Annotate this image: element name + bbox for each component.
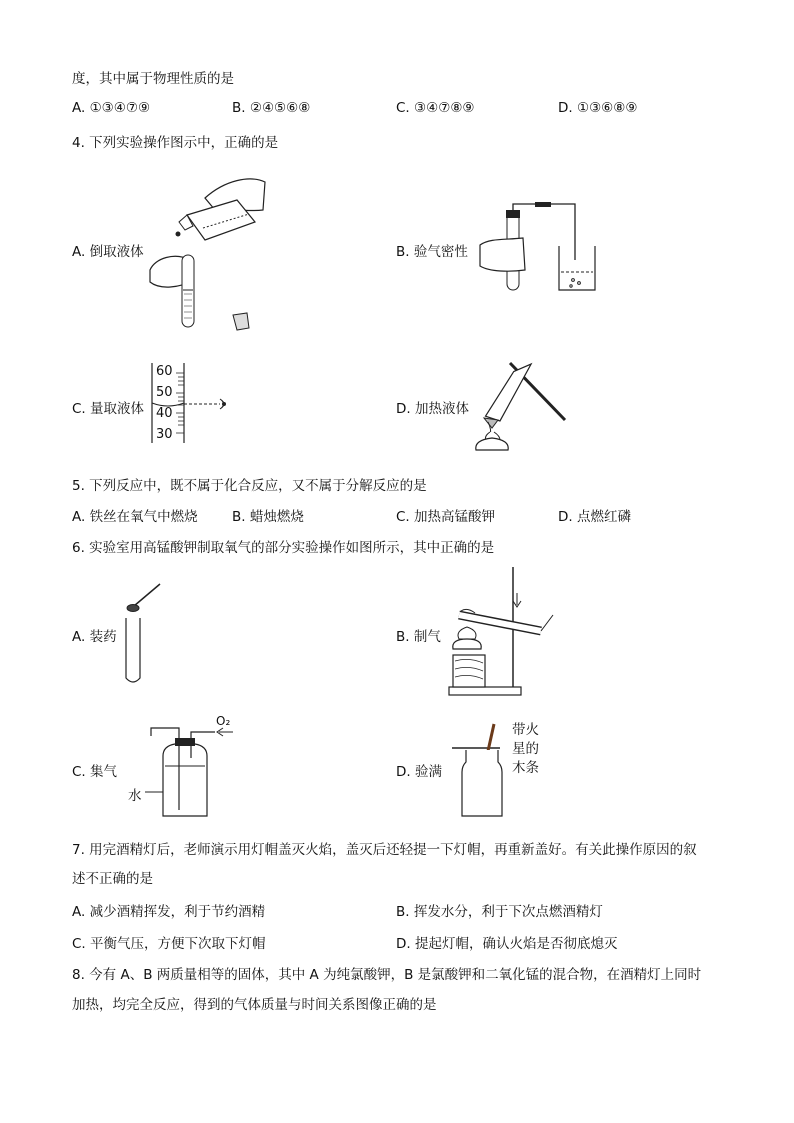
q4-option-c: C. 量取液体 xyxy=(72,401,145,417)
splint-label-line2: 星的 xyxy=(512,741,539,757)
airtightness-check-figure xyxy=(475,200,605,295)
check-full-figure xyxy=(452,722,512,820)
q3-option-d: D. ①③⑥⑧⑨ xyxy=(558,100,638,116)
q8-stem-line1: 8. 今有 A、B 两质量相等的固体，其中 A 为纯氯酸钾，B 是氯酸钾和二氧化锰的混合物，在酒精灯上同时 xyxy=(72,967,702,983)
loading-reagent-figure xyxy=(120,582,170,687)
cylinder-tick-40: 40 xyxy=(156,406,173,421)
gas-collection-figure xyxy=(145,718,237,820)
splint-label-line3: 木条 xyxy=(512,760,539,776)
q7-option-b: B. 挥发水分，利于下次点燃酒精灯 xyxy=(396,904,603,920)
q4-option-a: A. 倒取液体 xyxy=(72,244,144,260)
q6-option-a: A. 装药 xyxy=(72,629,117,645)
q4-option-d: D. 加热液体 xyxy=(396,401,469,417)
cylinder-tick-30: 30 xyxy=(156,427,173,442)
q7-option-c: C. 平衡气压，方便下次取下灯帽 xyxy=(72,936,266,952)
q7-option-a: A. 减少酒精挥发，利于节约酒精 xyxy=(72,904,266,920)
q6-option-c: C. 集气 xyxy=(72,764,118,780)
q5-option-b: B. 蜡烛燃烧 xyxy=(232,509,304,525)
q3-option-b: B. ②④⑤⑥⑧ xyxy=(232,100,311,116)
splint-label-line1: 带火 xyxy=(512,722,539,738)
q4-stem: 4. 下列实验操作图示中，正确的是 xyxy=(72,135,279,151)
q6-option-d: D. 验满 xyxy=(396,764,442,780)
q5-option-c: C. 加热高锰酸钾 xyxy=(396,509,496,525)
pouring-liquid-figure xyxy=(145,170,275,335)
q4-option-b: B. 验气密性 xyxy=(396,244,468,260)
q3-option-c: C. ③④⑦⑧⑨ xyxy=(396,100,475,116)
water-label: 水 xyxy=(128,788,142,804)
q6-stem: 6. 实验室用高锰酸钾制取氧气的部分实验操作如图所示，其中正确的是 xyxy=(72,540,495,556)
q7-stem-line1: 7. 用完酒精灯后，老师演示用灯帽盖灭火焰，盖灭后还轻提一下灯帽，再重新盖好。有关此操作原因的叙 xyxy=(72,842,697,858)
q5-stem: 5. 下列反应中，既不属于化合反应，又不属于分解反应的是 xyxy=(72,478,427,494)
q3-option-a: A. ①③④⑦⑨ xyxy=(72,100,151,116)
cylinder-tick-50: 50 xyxy=(156,385,173,400)
q8-stem-line2: 加热，均完全反应，得到的气体质量与时间关系图像正确的是 xyxy=(72,997,437,1013)
oxygen-label: O₂ xyxy=(216,714,231,728)
heating-liquid-figure xyxy=(470,358,570,453)
cylinder-tick-60: 60 xyxy=(156,364,173,379)
q6-option-b: B. 制气 xyxy=(396,629,441,645)
q3-stem-tail: 度，其中属于物理性质的是 xyxy=(72,71,234,87)
q7-stem-line2: 述不正确的是 xyxy=(72,871,153,887)
q5-option-d: D. 点燃红磷 xyxy=(558,509,631,525)
oxygen-generation-figure xyxy=(445,565,555,700)
q7-option-d: D. 提起灯帽，确认火焰是否彻底熄灭 xyxy=(396,936,618,952)
q5-option-a: A. 铁丝在氧气中燃烧 xyxy=(72,509,198,525)
